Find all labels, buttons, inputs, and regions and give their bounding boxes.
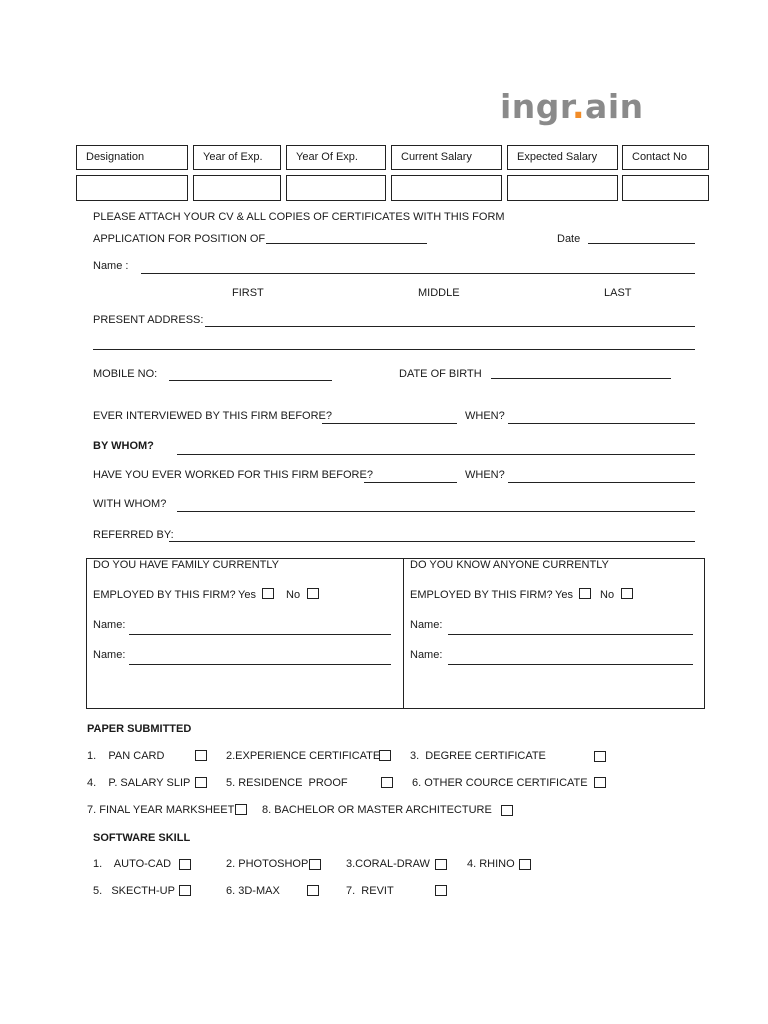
paper-item-degree-certificate: 3. DEGREE CERTIFICATE (410, 750, 546, 762)
by-whom-input-line[interactable] (177, 454, 695, 455)
year-of-exp-field[interactable] (193, 175, 281, 201)
family-no-checkbox[interactable] (307, 588, 319, 599)
attach-note: PLEASE ATTACH YOUR CV & ALL COPIES OF CERTIFICATES WITH THIS FORM (93, 211, 505, 223)
position-label: APPLICATION FOR POSITION OF (93, 233, 266, 245)
acquaintance-name-label-2: Name: (410, 649, 443, 661)
family-yes-checkbox[interactable] (262, 588, 274, 599)
residence-proof-checkbox[interactable] (381, 777, 393, 788)
address-input-line-2[interactable] (93, 349, 695, 350)
date-input-line[interactable] (588, 243, 695, 244)
address-input-line-1[interactable] (205, 326, 695, 327)
acquaintance-yes-checkbox[interactable] (579, 588, 591, 599)
address-label: PRESENT ADDRESS: (93, 314, 204, 326)
paper-item-bachelor-master: 8. BACHELOR OR MASTER ARCHITECTURE (262, 804, 492, 816)
3dmax-checkbox[interactable] (307, 885, 319, 896)
acquaintance-name-label-1: Name: (410, 619, 443, 631)
worked-before-input-line[interactable] (364, 482, 457, 483)
acquaintance-no-label: No (600, 589, 615, 601)
family-employed-label: EMPLOYED BY THIS FIRM? (93, 589, 236, 601)
family-no-label: No (286, 589, 301, 601)
header-current-salary: Current Salary (391, 145, 502, 170)
family-yes-label: Yes (238, 589, 256, 601)
header-designation: Designation (76, 145, 188, 170)
software-item-photoshop: 2. PHOTOSHOP (226, 858, 309, 870)
salary-slip-checkbox[interactable] (195, 777, 207, 788)
other-course-certificate-checkbox[interactable] (594, 777, 606, 788)
interviewed-label: EVER INTERVIEWED BY THIS FIRM BEFORE? (93, 410, 332, 422)
last-name-caption: LAST (604, 287, 632, 299)
with-whom-input-line[interactable] (177, 511, 695, 512)
mobile-label: MOBILE NO: (93, 368, 158, 380)
bachelor-master-checkbox[interactable] (501, 805, 513, 816)
by-whom-label: BY WHOM? (93, 440, 154, 452)
interviewed-input-line[interactable] (322, 423, 457, 424)
software-item-rhino: 4. RHINO (467, 858, 515, 870)
when-input-line-1[interactable] (508, 423, 695, 424)
header-contact-no: Contact No (622, 145, 709, 170)
final-year-marksheet-checkbox[interactable] (235, 804, 247, 815)
family-name-input-line-1[interactable] (129, 634, 391, 635)
paper-item-other-course-certificate: 6. OTHER COURCE CERTIFICATE (412, 777, 588, 789)
software-item-3dmax: 6. 3D-MAX (226, 885, 280, 897)
header-year-of-exp-2: Year Of Exp. (286, 145, 386, 170)
worked-before-label: HAVE YOU EVER WORKED FOR THIS FIRM BEFORE? (93, 469, 373, 481)
acquaintance-name-input-line-2[interactable] (448, 664, 693, 665)
acquaintance-employed-label: EMPLOYED BY THIS FIRM? (410, 589, 553, 601)
acquaintance-yes-label: Yes (555, 589, 573, 601)
header-expected-salary: Expected Salary (507, 145, 618, 170)
acquaintance-name-input-line-1[interactable] (448, 634, 693, 635)
ingrain-logo (500, 84, 644, 130)
paper-submitted-title: PAPER SUBMITTED (87, 723, 192, 735)
logo-text-start: ingr (500, 87, 572, 126)
when-label-1: WHEN? (465, 410, 505, 422)
photoshop-checkbox[interactable] (309, 859, 321, 870)
when-label-2: WHEN? (465, 469, 505, 481)
first-name-caption: FIRST (232, 287, 264, 299)
dob-input-line[interactable] (491, 378, 671, 379)
date-label: Date (557, 233, 581, 245)
paper-item-final-year-marksheet: 7. FINAL YEAR MARKSHEET (87, 804, 235, 816)
name-input-line[interactable] (141, 273, 695, 274)
software-skill-title: SOFTWARE SKILL (93, 832, 191, 844)
expected-salary-field[interactable] (507, 175, 618, 201)
current-salary-field[interactable] (391, 175, 502, 201)
software-item-sketchup: 5. SKECTH-UP (93, 885, 175, 897)
acquaintance-question-title: DO YOU KNOW ANYONE CURRENTLY (410, 559, 609, 571)
family-name-label-1: Name: (93, 619, 126, 631)
position-input-line[interactable] (266, 243, 427, 244)
paper-item-pan-card: 1. PAN CARD (87, 750, 165, 762)
coral-draw-checkbox[interactable] (435, 859, 447, 870)
autocad-checkbox[interactable] (179, 859, 191, 870)
header-year-of-exp: Year of Exp. (193, 145, 281, 170)
paper-item-experience-certificate: 2.EXPERIENCE CERTIFICATE (226, 750, 381, 762)
software-item-coral-draw: 3.CORAL-DRAW (346, 858, 430, 870)
when-input-line-2[interactable] (508, 482, 695, 483)
family-name-input-line-2[interactable] (129, 664, 391, 665)
middle-name-caption: MIDDLE (418, 287, 460, 299)
referred-by-input-line[interactable] (169, 541, 695, 542)
acquaintance-no-checkbox[interactable] (621, 588, 633, 599)
sketchup-checkbox[interactable] (179, 885, 191, 896)
logo-text-end: ain (585, 87, 644, 126)
family-name-label-2: Name: (93, 649, 126, 661)
family-question-title: DO YOU HAVE FAMILY CURRENTLY (93, 559, 280, 571)
referred-by-label: REFERRED BY: (93, 529, 174, 541)
rhino-checkbox[interactable] (519, 859, 531, 870)
contact-no-field[interactable] (622, 175, 709, 201)
revit-checkbox[interactable] (435, 885, 447, 896)
experience-certificate-checkbox[interactable] (379, 750, 391, 761)
designation-field[interactable] (76, 175, 188, 201)
degree-certificate-checkbox[interactable] (594, 751, 606, 762)
name-label: Name : (93, 260, 129, 272)
year-of-exp-field-2[interactable] (286, 175, 386, 201)
family-box-divider (403, 558, 404, 709)
paper-item-salary-slip: 4. P. SALARY SLIP (87, 777, 191, 789)
logo-dot: . (572, 87, 586, 126)
pan-card-checkbox[interactable] (195, 750, 207, 761)
dob-label: DATE OF BIRTH (399, 368, 482, 380)
software-item-revit: 7. REVIT (346, 885, 394, 897)
mobile-input-line[interactable] (169, 380, 332, 381)
software-item-autocad: 1. AUTO-CAD (93, 858, 172, 870)
paper-item-residence-proof: 5. RESIDENCE PROOF (226, 777, 348, 789)
with-whom-label: WITH WHOM? (93, 498, 167, 510)
